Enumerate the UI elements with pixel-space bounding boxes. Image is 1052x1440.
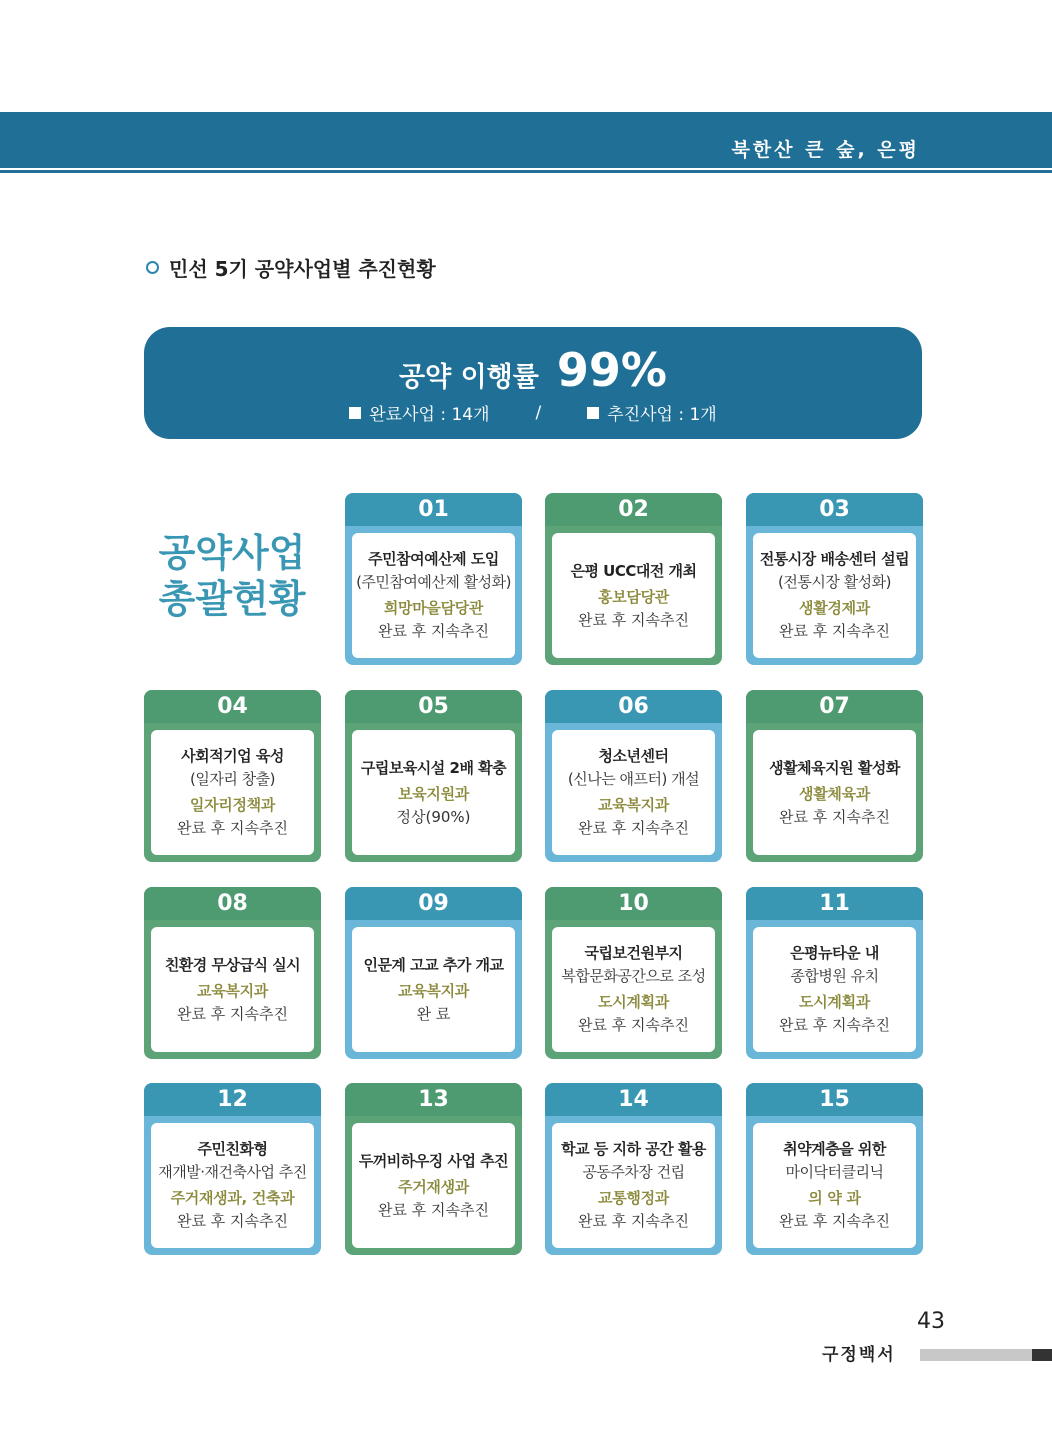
card-department: 생활체육과	[799, 784, 870, 803]
pledge-card	[144, 1083, 321, 1255]
overview-line1: 공약사업	[158, 531, 306, 575]
pledge-card	[746, 690, 923, 862]
card-department: 보육지원과	[398, 784, 469, 803]
card-department: 주거재생과	[398, 1177, 469, 1196]
card-status: 완료 후 지속추진	[578, 610, 689, 629]
card-subtitle: (주민참여예산제 활성화)	[356, 573, 511, 591]
card-body	[753, 927, 916, 1052]
card-body	[352, 927, 515, 1052]
overview-line2: 총괄현황	[158, 577, 306, 621]
card-body	[352, 1123, 515, 1248]
section-heading	[146, 253, 436, 282]
circle-bullet-icon	[146, 261, 159, 274]
card-number: 05	[345, 690, 522, 723]
card-number: 06	[545, 690, 722, 723]
card-title: 사회적기업 육성	[181, 747, 284, 765]
card-department: 의 약 과	[808, 1189, 861, 1207]
card-status: 완료 후 지속추진	[177, 1004, 288, 1023]
card-department: 일자리정책과	[189, 796, 276, 814]
overview-heading	[144, 530, 320, 622]
card-number: 02	[545, 493, 722, 526]
card-department: 교육복지과	[197, 981, 268, 1000]
card-number: 11	[746, 887, 923, 920]
card-title: 은평 UCC대전 개최	[570, 561, 697, 580]
pledge-card	[345, 887, 522, 1059]
pledge-card	[545, 493, 722, 665]
card-subtitle: (신나는 애프터) 개설	[567, 770, 700, 788]
card-number: 07	[746, 690, 923, 723]
card-status: 완료 후 지속추진	[177, 1212, 288, 1230]
card-subtitle: 공동주차장 건립	[582, 1163, 685, 1181]
card-title: 인문계 고교 추가 개교	[363, 955, 504, 974]
pledge-card	[144, 887, 321, 1059]
pledge-card	[746, 1083, 923, 1255]
completed-count: 완료사업 : 14개	[369, 405, 490, 425]
pledge-card	[345, 1083, 522, 1255]
card-title: 취약계층을 위한	[783, 1140, 886, 1158]
card-subtitle: (일자리 창출)	[190, 770, 275, 788]
card-number: 09	[345, 887, 522, 920]
card-body	[552, 730, 715, 855]
card-title: 생활체육지원 활성화	[769, 758, 900, 777]
card-subtitle: 마이닥터클리닉	[785, 1163, 884, 1181]
footer-bar-accent	[1032, 1349, 1052, 1361]
card-status: 완료 후 지속추진	[578, 819, 689, 837]
pledge-card	[545, 887, 722, 1059]
card-title: 청소년센터	[598, 747, 669, 765]
card-body	[552, 533, 715, 658]
rate-value: 99%	[556, 343, 667, 397]
pledge-card	[345, 493, 522, 665]
card-status: 완료 후 지속추진	[177, 819, 288, 837]
card-department: 교육복지과	[598, 796, 669, 814]
footer-bar	[920, 1349, 1032, 1361]
card-body	[151, 730, 314, 855]
card-department: 희망마을담당관	[383, 599, 484, 617]
card-status: 완료 후 지속추진	[578, 1016, 689, 1034]
card-department: 홍보담당관	[598, 587, 669, 606]
card-status: 완료 후 지속추진	[578, 1212, 689, 1230]
header-divider	[0, 170, 1052, 173]
card-title: 구립보육시설 2배 확충	[360, 758, 507, 777]
rate-separator: /	[535, 402, 542, 423]
card-body	[151, 1123, 314, 1248]
card-body	[352, 533, 515, 658]
card-title: 국립보건원부지	[584, 944, 683, 962]
card-title: 주민친화형	[197, 1140, 268, 1158]
square-bullet-icon	[349, 407, 361, 419]
card-title: 두꺼비하우징 사업 추진	[358, 1151, 509, 1170]
card-status: 완료 후 지속추진	[378, 1200, 489, 1219]
card-body	[753, 730, 916, 855]
card-number: 03	[746, 493, 923, 526]
implementation-rate-banner	[144, 327, 922, 439]
header-title: 북한산 큰 숲, 은평	[731, 139, 920, 161]
card-status: 완료 후 지속추진	[378, 622, 489, 640]
pledge-card	[345, 690, 522, 862]
card-department: 교육복지과	[398, 981, 469, 1000]
card-number: 15	[746, 1083, 923, 1116]
card-number: 08	[144, 887, 321, 920]
card-body	[352, 730, 515, 855]
pledge-card	[746, 493, 923, 665]
in-progress-count: 추진사업 : 1개	[607, 405, 717, 425]
card-subtitle: (전통시장 활성화)	[778, 573, 891, 591]
page-number: 43	[917, 1309, 945, 1334]
card-title: 학교 등 지하 공간 활용	[561, 1140, 706, 1158]
card-status: 완료 후 지속추진	[779, 1016, 890, 1034]
card-number: 13	[345, 1083, 522, 1116]
card-number: 14	[545, 1083, 722, 1116]
card-status: 완료 후 지속추진	[779, 622, 890, 640]
card-department: 주거재생과, 건축과	[170, 1189, 295, 1207]
card-body	[753, 533, 916, 658]
card-status: 완료 후 지속추진	[779, 1212, 890, 1230]
card-department: 교통행정과	[598, 1189, 669, 1207]
rate-label: 공약 이행률	[399, 362, 539, 393]
card-body	[552, 927, 715, 1052]
pledge-card	[545, 1083, 722, 1255]
card-department: 생활경제과	[799, 599, 870, 617]
card-title: 주민참여예산제 도입	[368, 550, 499, 568]
card-department: 도시계획과	[799, 993, 870, 1011]
section-title: 민선 5기 공약사업별 추진현황	[169, 257, 436, 281]
pledge-card	[746, 887, 923, 1059]
pledge-card	[144, 690, 321, 862]
card-body	[753, 1123, 916, 1248]
card-number: 01	[345, 493, 522, 526]
card-status: 완 료	[416, 1004, 451, 1023]
card-number: 04	[144, 690, 321, 723]
pledge-card	[545, 690, 722, 862]
card-subtitle: 재개발·재건축사업 추진	[158, 1163, 307, 1181]
card-body	[552, 1123, 715, 1248]
card-title: 전통시장 배송센터 설립	[759, 550, 910, 568]
card-title: 친환경 무상급식 실시	[164, 955, 301, 974]
book-title: 구정백서	[822, 1345, 896, 1365]
card-status: 정상(90%)	[396, 807, 471, 826]
square-bullet-icon	[587, 407, 599, 419]
card-department: 도시계획과	[598, 993, 669, 1011]
card-subtitle: 복합문화공간으로 조성	[561, 967, 706, 985]
card-number: 10	[545, 887, 722, 920]
card-body	[151, 927, 314, 1052]
card-status: 완료 후 지속추진	[779, 807, 890, 826]
card-number: 12	[144, 1083, 321, 1116]
card-subtitle: 종합병원 유치	[790, 967, 879, 985]
card-title: 은평뉴타운 내	[790, 944, 879, 962]
